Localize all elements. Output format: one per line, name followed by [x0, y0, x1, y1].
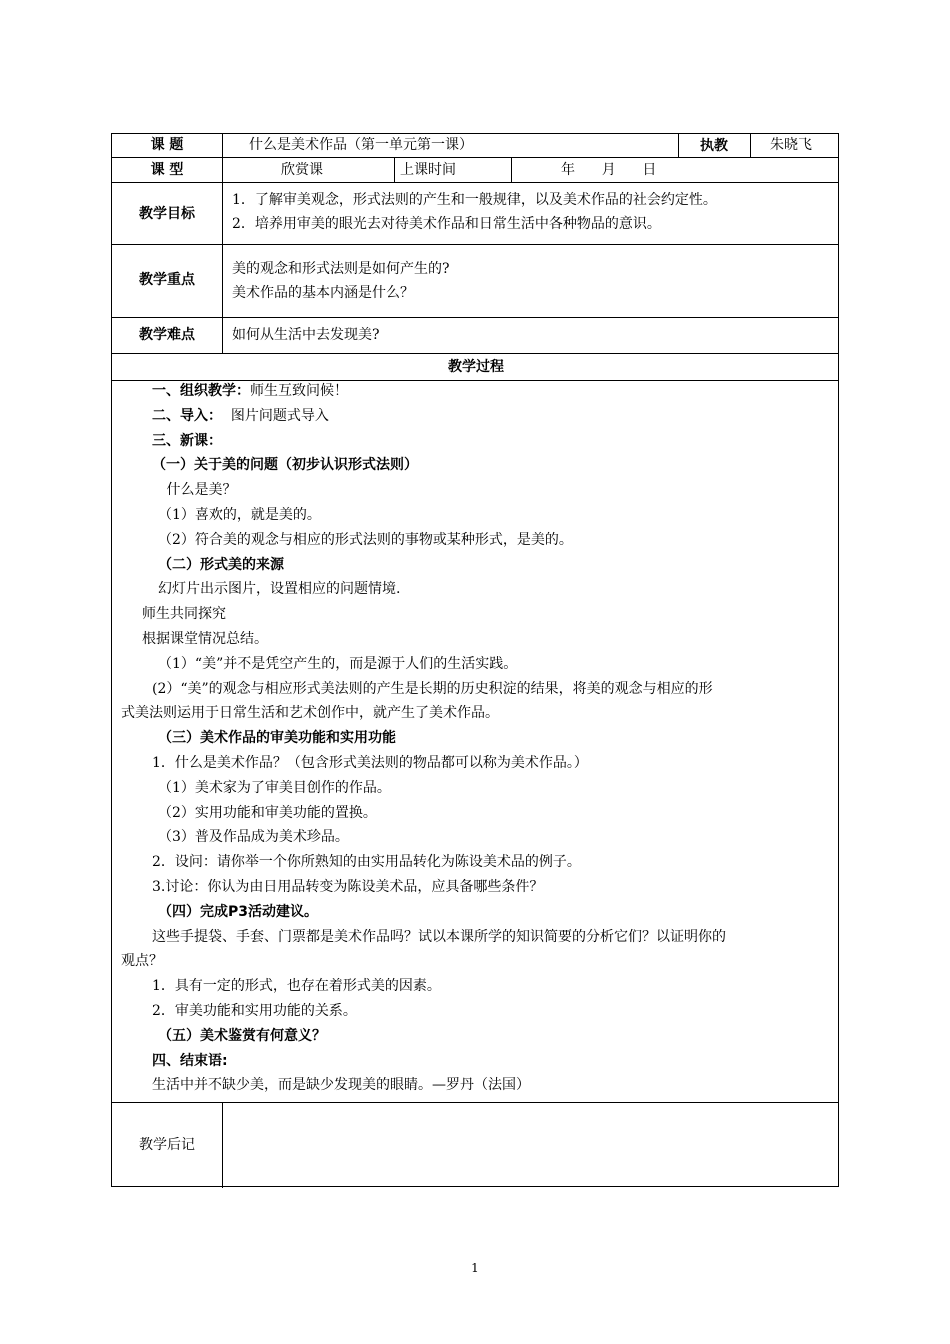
col-divider	[222, 1102, 223, 1188]
process-text: 师生互致问候！	[250, 383, 348, 399]
process-line	[158, 803, 377, 823]
process-line	[152, 852, 581, 872]
process-text: 3.讨论：你认为由日用品转变为陈设美术品，应具备哪些条件？	[152, 879, 544, 895]
objectives-label: 教学目标	[139, 206, 195, 222]
process-line	[158, 902, 318, 922]
process-text: 什么是美？	[162, 482, 237, 499]
process-heading: 一、组织教学：	[152, 383, 250, 399]
process-text: 观点？	[121, 953, 163, 970]
process-text: 1．具有一定的形式，也存在着形式美的因素。	[152, 978, 441, 995]
row-divider	[112, 317, 838, 318]
process-line	[158, 505, 321, 525]
process-text: （1）喜欢的，就是美的。	[158, 507, 321, 523]
process-heading: （二）形式美的来源	[158, 556, 284, 573]
process-heading: （三）美术作品的审美功能和实用功能	[158, 730, 396, 747]
topic-label: 课 题	[150, 137, 184, 153]
row-divider	[112, 182, 838, 183]
row-divider	[112, 157, 838, 158]
process-line	[162, 480, 236, 500]
col-divider	[394, 157, 395, 182]
process-line	[158, 1026, 326, 1046]
topic-value: 什么是美术作品（第一单元第一课）	[249, 137, 473, 153]
teacher-value: 朱晓飞	[770, 137, 812, 153]
process-heading: 三、新课：	[152, 432, 222, 449]
process-line	[158, 728, 396, 748]
difficulty-line: 如何从生活中去发现美?	[232, 327, 380, 343]
difficulties-label: 教学难点	[139, 327, 195, 343]
process-line	[121, 703, 499, 723]
process-line	[152, 1001, 357, 1021]
process-line	[152, 406, 329, 426]
process-heading: 四、结束语:	[152, 1052, 228, 1069]
row-divider	[112, 353, 838, 354]
process-line	[142, 629, 268, 649]
process-heading: 二、导入：	[152, 407, 222, 424]
process-text: （3）普及作品成为美术珍品。	[158, 829, 349, 846]
key-point-line: 美术作品的基本内涵是什么？	[232, 285, 414, 301]
key-points-label: 教学重点	[139, 272, 195, 288]
process-text: （1）美术家为了审美目创作的作品。	[158, 779, 391, 796]
process-text: 2．设问：请你举一个你所熟知的由实用品转化为陈设美术品的例子。	[152, 854, 581, 871]
process-text: 图片问题式导入	[222, 407, 329, 424]
process-line	[152, 431, 222, 451]
postscript-label: 教学后记	[139, 1137, 195, 1153]
process-heading: （四）完成P3活动建议。	[158, 903, 319, 920]
date-value: 年 月 日	[561, 162, 657, 178]
process-line	[158, 827, 349, 847]
process-line	[152, 1051, 228, 1071]
process-line	[158, 654, 517, 674]
process-line	[152, 381, 348, 401]
process-line	[152, 976, 441, 996]
lesson-plan-table	[111, 133, 839, 1187]
col-divider	[222, 134, 223, 353]
objective-line: 1．了解审美观念，形式法则的产生和一般规律，以及美术作品的社会约定性。	[232, 192, 717, 208]
process-text: 生活中并不缺少美，而是缺少发现美的眼睛。—罗丹（法国）	[152, 1077, 530, 1094]
process-title: 教学过程	[448, 359, 504, 375]
process-line	[158, 778, 391, 798]
time-label: 上课时间	[400, 162, 456, 178]
process-text: （2）符合美的观念与相应的形式法则的事物或某种形式，是美的。	[158, 531, 573, 548]
teacher-label: 执教	[700, 138, 728, 154]
row-divider	[112, 244, 838, 245]
process-text: 式美法则运用于日常生活和艺术创作中，就产生了美术作品。	[121, 705, 499, 722]
process-text: (2）“美”的观念与相应形式美法则的产生是长期的历史积淀的结果，将美的观念与相应的形	[152, 680, 713, 697]
col-divider	[750, 134, 751, 157]
process-line	[152, 877, 543, 897]
process-text: 2．审美功能和实用功能的关系。	[152, 1003, 357, 1019]
process-text: （2）实用功能和审美功能的置换。	[158, 804, 377, 821]
page-number: 1	[471, 1261, 479, 1275]
process-line	[142, 604, 226, 624]
process-line	[152, 753, 588, 773]
process-line	[158, 579, 400, 599]
process-line	[152, 1075, 530, 1095]
key-point-line: 美的观念和形式法则是如何产生的?	[232, 261, 450, 277]
process-line	[158, 555, 284, 575]
type-value: 欣赏课	[281, 162, 323, 178]
type-label: 课 型	[150, 162, 184, 178]
process-line	[152, 455, 418, 475]
objective-line: 2．培养用审美的眼光去对待美术作品和日常生活中各种物品的意识。	[232, 216, 661, 232]
process-text: 师生共同探究	[142, 606, 226, 623]
process-line	[152, 679, 713, 699]
process-heading: （一）关于美的问题（初步认识形式法则）	[152, 457, 418, 474]
process-line	[152, 927, 726, 947]
process-text: 幻灯片出示图片，设置相应的问题情境.	[158, 581, 401, 598]
process-text: （1）“美”并不是凭空产生的，而是源于人们的生活实践。	[158, 655, 518, 672]
process-text: 这些手提袋、手套、门票都是美术作品吗？试以本课所学的知识简要的分析它们？以证明你的	[152, 928, 726, 945]
col-divider	[511, 157, 512, 182]
row-divider	[112, 1102, 838, 1103]
process-line	[158, 530, 573, 550]
process-line	[121, 951, 163, 971]
process-text: 根据课堂情况总结。	[142, 631, 268, 647]
process-heading: （五）美术鉴赏有何意义？	[158, 1027, 326, 1044]
process-text: 1．什么是美术作品？（包含形式美法则的物品都可以称为美术作品。）	[152, 755, 588, 771]
